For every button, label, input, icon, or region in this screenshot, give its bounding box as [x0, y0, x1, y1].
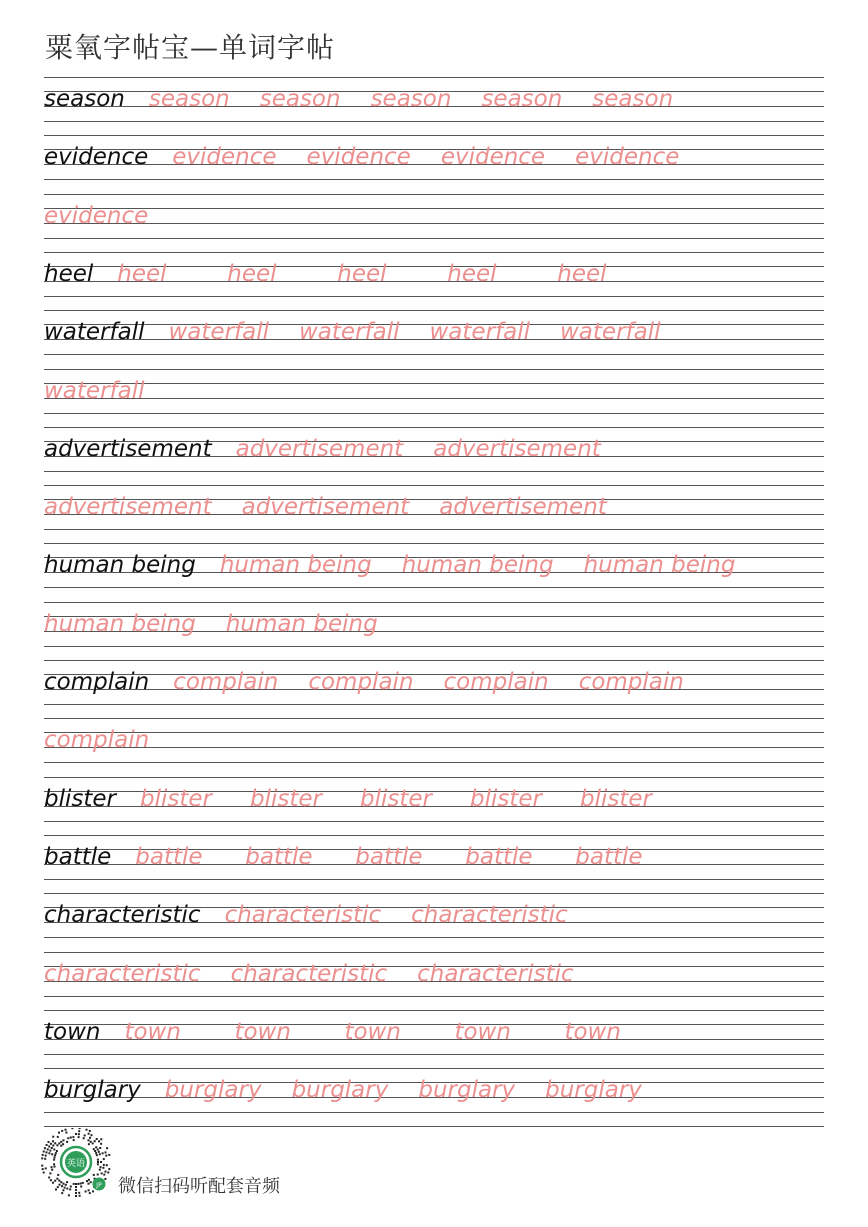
guide-line — [44, 194, 824, 195]
trace-word: heel — [117, 260, 167, 287]
model-word: town — [44, 1018, 101, 1045]
guide-line — [44, 223, 824, 224]
model-word: heel — [44, 260, 94, 287]
trace-word: evidence — [44, 202, 149, 229]
practice-row — [44, 77, 824, 135]
guide-line — [44, 369, 824, 370]
trace-word: evidence — [172, 144, 277, 171]
guide-line — [44, 121, 824, 122]
page-title: 粟氧字帖宝—单词字帖 — [45, 31, 336, 64]
trace-word: burglary — [418, 1077, 516, 1104]
practice-row — [44, 1010, 824, 1068]
guide-line — [44, 413, 824, 414]
trace-word: season — [592, 86, 674, 112]
trace-word: complain — [578, 669, 684, 695]
guide-line — [44, 427, 824, 428]
model-word: complain — [44, 669, 150, 695]
guide-line — [44, 821, 824, 822]
trace-word: complain — [44, 727, 150, 754]
guide-line — [44, 732, 824, 733]
trace-word: characteristic — [411, 902, 568, 929]
guide-line — [44, 718, 824, 719]
model-word: evidence — [44, 144, 149, 171]
guide-line — [44, 296, 824, 297]
guide-line — [44, 383, 824, 384]
guide-line — [44, 238, 824, 239]
guide-line — [44, 704, 824, 705]
practice-row — [44, 485, 824, 543]
guide-line — [44, 893, 824, 894]
trace-word: battle — [355, 843, 423, 870]
trace-word: complain — [308, 669, 414, 695]
trace-word: town — [124, 1018, 181, 1045]
guide-line — [44, 937, 824, 938]
practice-row — [44, 718, 824, 776]
trace-word: waterfall — [560, 319, 661, 346]
trace-word: blister — [469, 785, 542, 812]
trace-word: advertisement — [439, 494, 607, 521]
trace-word: human being — [401, 552, 554, 579]
guide-line — [44, 252, 824, 253]
trace-word: battle — [575, 843, 643, 870]
guide-line — [44, 310, 824, 311]
trace-word: blister — [139, 785, 212, 812]
guide-line — [44, 646, 824, 647]
guide-line — [44, 398, 824, 399]
trace-word: burglary — [545, 1077, 642, 1104]
guide-line — [44, 674, 824, 675]
guide-line — [44, 689, 824, 690]
model-word: battle — [44, 843, 112, 870]
trace-word: burglary — [164, 1077, 262, 1104]
trace-word: characteristic — [417, 960, 574, 987]
trace-word: complain — [173, 669, 279, 695]
guide-line — [44, 179, 824, 180]
trace-word: heel — [337, 260, 387, 287]
trace-word: complain — [443, 669, 549, 695]
trace-word: town — [344, 1018, 401, 1045]
guide-line — [44, 996, 824, 997]
model-word: season — [44, 86, 125, 112]
guide-line — [44, 529, 824, 530]
trace-word: blister — [249, 785, 322, 812]
model-word: human being — [44, 552, 196, 579]
trace-word: heel — [227, 260, 277, 287]
guide-line — [44, 952, 824, 953]
trace-word: heel — [447, 260, 497, 287]
trace-word: human being — [225, 610, 378, 637]
trace-word: town — [564, 1018, 621, 1045]
guide-line — [44, 1010, 824, 1011]
guide-line — [44, 208, 824, 209]
qr-code-icon[interactable] — [40, 1128, 112, 1200]
guide-line — [44, 1054, 824, 1055]
trace-word: human being — [583, 552, 736, 579]
qr-logo-label: 英语 — [66, 1159, 86, 1169]
practice-row — [44, 369, 824, 427]
trace-word: evidence — [306, 144, 411, 171]
trace-word: blister — [359, 785, 432, 812]
trace-word: human being — [44, 610, 196, 637]
model-word: advertisement — [44, 435, 212, 462]
practice-row — [44, 543, 824, 601]
guide-line — [44, 587, 824, 588]
model-word: blister — [44, 785, 116, 812]
model-word: characteristic — [44, 902, 201, 929]
trace-word: season — [370, 86, 452, 112]
guide-line — [44, 471, 824, 472]
trace-word: town — [454, 1018, 511, 1045]
guide-line — [44, 485, 824, 486]
practice-row — [44, 952, 824, 1010]
guide-line — [44, 602, 824, 603]
guide-line — [44, 149, 824, 150]
practice-row — [44, 893, 824, 951]
trace-word: battle — [135, 843, 203, 870]
guide-line — [44, 135, 824, 136]
trace-word: characteristic — [224, 902, 382, 929]
trace-word: town — [234, 1018, 291, 1045]
model-word: burglary — [44, 1077, 141, 1104]
model-word: waterfall — [44, 319, 145, 346]
trace-word: advertisement — [235, 435, 404, 462]
footer — [40, 1128, 460, 1200]
trace-word: heel — [557, 260, 607, 287]
trace-word: advertisement — [241, 494, 410, 521]
practice-row — [44, 310, 824, 368]
practice-row — [44, 1068, 824, 1126]
trace-word: human being — [219, 552, 372, 579]
guide-line — [44, 835, 824, 836]
trace-word: waterfall — [44, 377, 145, 404]
practice-row — [44, 194, 824, 252]
guide-line — [44, 354, 824, 355]
trace-word: season — [259, 86, 341, 112]
guide-line — [44, 164, 824, 165]
trace-word: evidence — [440, 144, 546, 171]
practice-row — [44, 135, 824, 193]
guide-line — [44, 1112, 824, 1113]
qr-badge-label: JP — [96, 1182, 102, 1189]
trace-word: waterfall — [429, 319, 531, 346]
trace-word: waterfall — [299, 319, 400, 346]
trace-word: advertisement — [433, 435, 601, 462]
practice-row — [44, 427, 824, 485]
guide-line — [44, 543, 824, 544]
guide-line — [44, 747, 824, 748]
practice-row — [44, 777, 824, 835]
practice-row — [44, 602, 824, 660]
trace-word: advertisement — [44, 494, 212, 521]
trace-word: battle — [465, 843, 533, 870]
guide-line — [44, 660, 824, 661]
trace-word: waterfall — [168, 319, 270, 346]
practice-row — [44, 835, 824, 893]
trace-word: characteristic — [44, 960, 201, 987]
trace-word: blister — [579, 785, 652, 812]
guide-line — [44, 77, 824, 78]
scan-instruction: 微信扫码听配套音频 — [118, 1176, 280, 1197]
trace-word: season — [148, 86, 230, 112]
practice-row — [44, 252, 824, 310]
guide-line — [44, 777, 824, 778]
practice-row — [44, 660, 824, 718]
guide-line — [44, 762, 824, 763]
trace-word: battle — [245, 843, 313, 870]
trace-word: characteristic — [230, 960, 388, 987]
guide-line — [44, 879, 824, 880]
trace-word: burglary — [291, 1077, 389, 1104]
guide-line — [44, 1068, 824, 1069]
trace-word: evidence — [575, 144, 680, 171]
trace-word: season — [481, 86, 563, 112]
